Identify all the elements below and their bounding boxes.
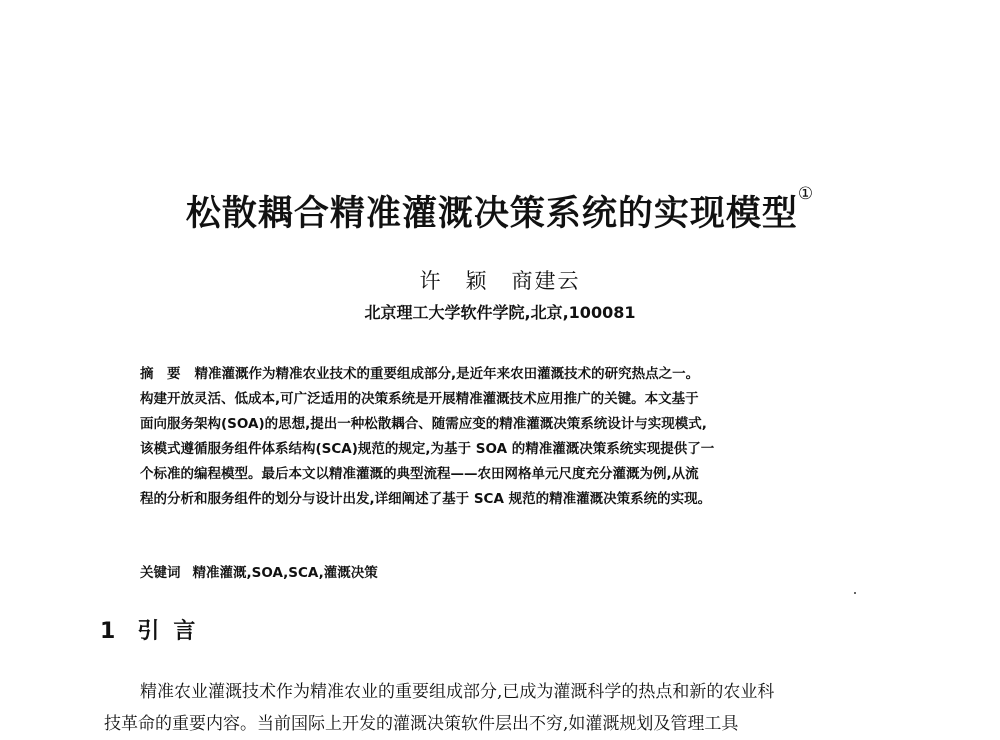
- abstract-line-text: 精准灌溉作为精准农业技术的重要组成部分,是近年来农田灌溉技术的研究热点之一。: [194, 366, 700, 382]
- keywords-label: 关键词: [140, 565, 181, 581]
- body-line: 技革命的重要内容。当前国际上开发的灌溉决策软件层出不穷,如灌溉规划及管理工具: [104, 714, 739, 734]
- body-line: 精准农业灌溉技术作为精准农业的重要组成部分,已成为灌溉科学的热点和新的农业科: [140, 682, 775, 702]
- abstract-label: 摘 要: [140, 366, 181, 382]
- abstract-line: 个标准的编程模型。最后本文以精准灌溉的典型流程——农田网格单元尺度充分灌溉为例,从流: [140, 466, 699, 482]
- section-title: 引言: [137, 619, 210, 644]
- abstract-block: [140, 362, 870, 512]
- section-heading: [100, 614, 209, 645]
- paper-authors: 许 颖 商建云: [419, 269, 581, 293]
- keywords-value: 精准灌溉,SOA,SCA,灌溉决策: [192, 565, 378, 581]
- abstract-line: 构建开放灵活、低成本,可广泛适用的决策系统是开展精准灌溉技术应用推广的关键。本文基于: [140, 391, 699, 407]
- abstract-line: [140, 362, 870, 387]
- abstract-line: 程的分析和服务组件的划分与设计出发,详细阐述了基于 SCA 规范的精准灌溉决策系统的实现。: [140, 491, 712, 507]
- paper-affiliation: 北京理工大学软件学院,北京,100081: [364, 303, 636, 322]
- paper-title-text: 松散耦合精准灌溉决策系统的实现模型: [185, 194, 798, 234]
- paper-title: [0, 186, 1000, 236]
- footnote-marker: ①: [797, 184, 815, 204]
- section-body: [104, 676, 904, 740]
- keywords-block: [140, 561, 378, 581]
- abstract-line: 面向服务架构(SOA)的思想,提出一种松散耦合、随需应变的精准灌溉决策系统设计与实现模式,: [140, 416, 707, 432]
- scan-speck: [854, 592, 856, 594]
- abstract-line: 该模式遵循服务组件体系结构(SCA)规范的规定,为基于 SOA 的精准灌溉决策系统实现提供了一: [140, 441, 715, 457]
- section-number: 1: [100, 619, 116, 644]
